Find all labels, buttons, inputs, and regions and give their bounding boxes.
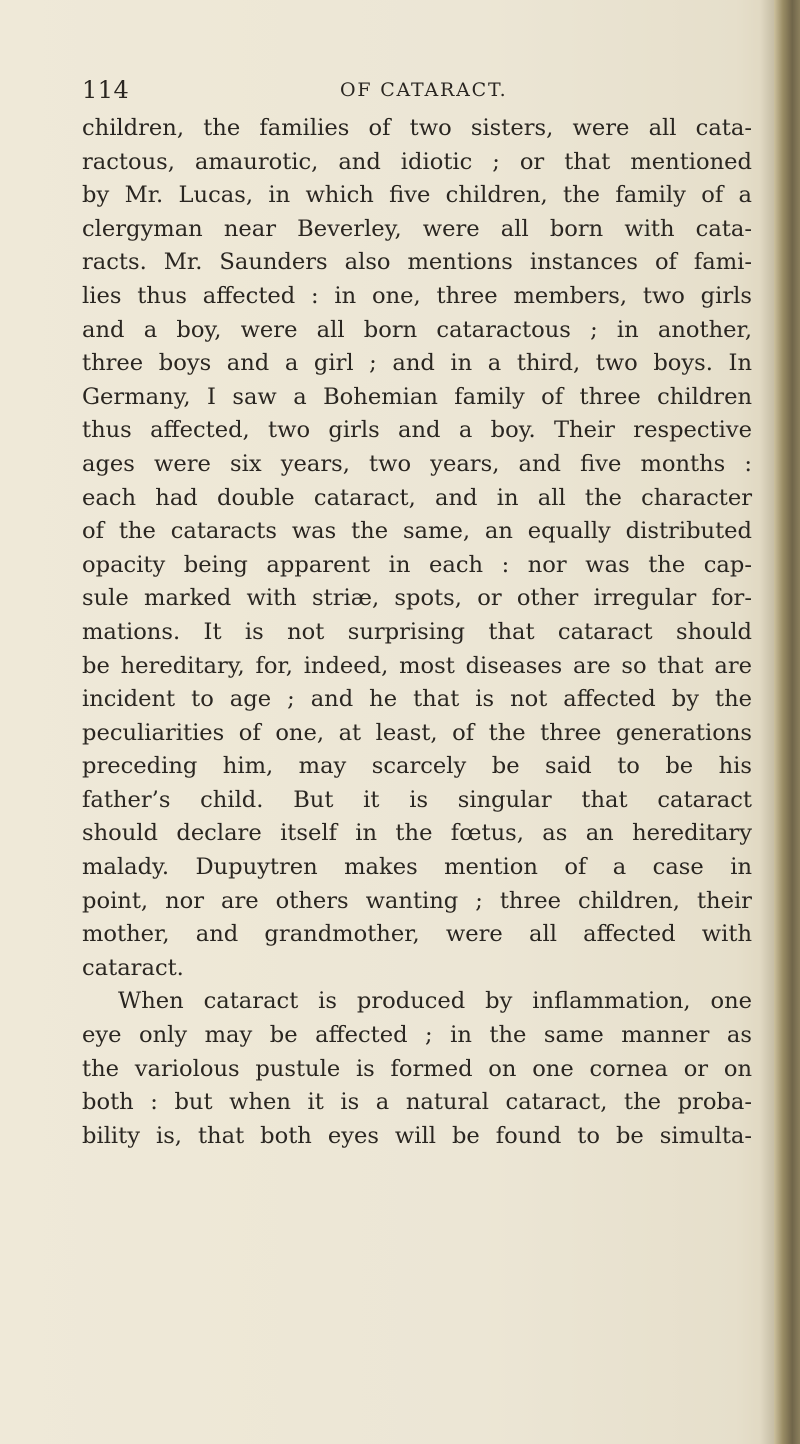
text-line: opacity being apparent in each : nor was the cap- bbox=[82, 551, 752, 578]
text-line: racts. Mr. Saunders also mentions instances of fami- bbox=[82, 249, 752, 276]
text-line: by Mr. Lucas, in which five children, the family of a bbox=[82, 182, 752, 209]
text-line: malady. Dupuytren makes mention of a case in bbox=[82, 854, 752, 881]
text-line: cataract. bbox=[82, 954, 184, 981]
text-line: be hereditary, for, indeed, most diseases are so that are bbox=[82, 652, 752, 679]
text-line: both : but when it is a natural cataract, the proba- bbox=[82, 1089, 752, 1116]
text-line: three boys and a girl ; and in a third, two boys. In bbox=[82, 350, 752, 377]
body-text bbox=[82, 112, 752, 1153]
running-title: OF CATARACT. bbox=[340, 79, 508, 101]
text-line: clergyman near Beverley, were all born with cata- bbox=[82, 215, 752, 242]
text-line: mations. It is not surprising that cataract should bbox=[82, 618, 752, 645]
text-line: the variolous pustule is formed on one cornea or on bbox=[82, 1055, 752, 1082]
running-head bbox=[82, 76, 722, 112]
text-line: lies thus affected : in one, three members, two girls bbox=[82, 282, 752, 309]
text-line: each had double cataract, and in all the character bbox=[82, 484, 752, 511]
text-line: bility is, that both eyes will be found to be simulta- bbox=[82, 1122, 752, 1149]
text-line: point, nor are others wanting ; three children, their bbox=[82, 887, 752, 914]
text-line: father’s child. But it is singular that cataract bbox=[82, 786, 752, 813]
text-line: of the cataracts was the same, an equally distributed bbox=[82, 518, 752, 545]
text-line: ractous, amaurotic, and idiotic ; or that mentioned bbox=[82, 148, 752, 175]
text-line: thus affected, two girls and a boy. Their respective bbox=[82, 417, 752, 444]
text-line: children, the families of two sisters, were all cata- bbox=[82, 115, 752, 141]
text-line: peculiarities of one, at least, of the three generations bbox=[82, 719, 752, 746]
page-number: 114 bbox=[82, 76, 130, 104]
text-line: ages were six years, two years, and five months : bbox=[82, 450, 752, 477]
text-line: sule marked with striæ, spots, or other irregular for- bbox=[82, 585, 752, 612]
binding-shadow bbox=[760, 0, 774, 1444]
text-line: incident to age ; and he that is not affected by the bbox=[82, 686, 752, 713]
text-line: mother, and grandmother, were all affected with bbox=[82, 921, 752, 948]
binding-edge bbox=[774, 0, 800, 1444]
paragraph-start-line: When cataract is produced by inflammation, one bbox=[118, 988, 752, 1015]
text-line: and a boy, were all born cataractous ; in another, bbox=[82, 316, 752, 343]
text-line: preceding him, may scarcely be said to be his bbox=[82, 753, 752, 780]
text-line: eye only may be affected ; in the same manner as bbox=[82, 1022, 752, 1049]
text-line: Germany, I saw a Bohemian family of three children bbox=[82, 383, 752, 410]
text-line: should declare itself in the fœtus, as an hereditary bbox=[82, 820, 752, 847]
